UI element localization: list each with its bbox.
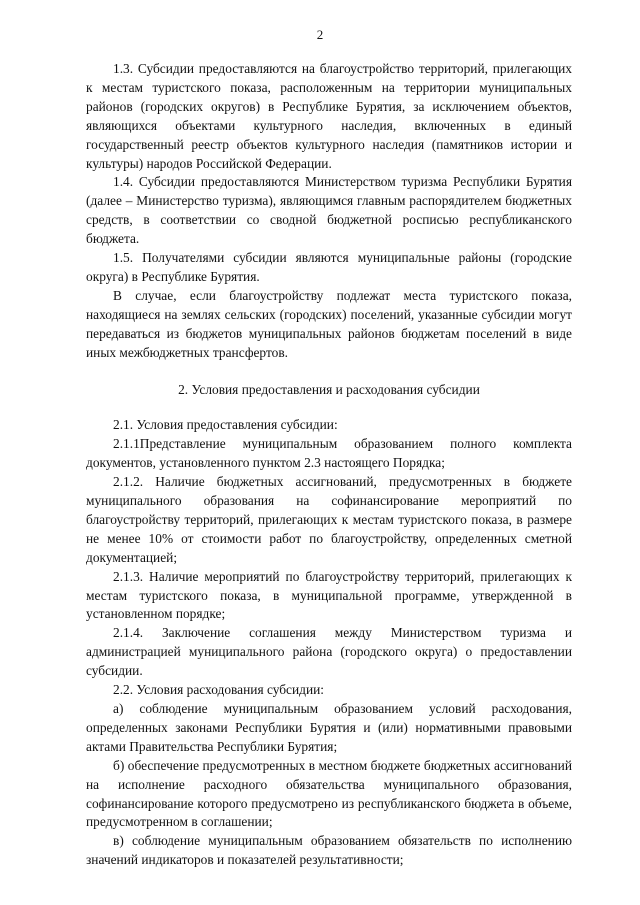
paragraph-2-1-1: 2.1.1Представление муниципальным образованием полного комплекта документов, установленного пунктом 2.3 настоящего Порядка;: [86, 436, 572, 471]
paragraph-1-4: 1.4. Субсидии предоставляются Министерством туризма Республики Бурятия (далее – Министерство туризма), являющимся главным распорядителем бюджетных средств, в соответствии со сводной бюджетной росписью республиканского бюджета.: [86, 174, 572, 247]
paragraph-1-5-note: В случае, если благоустройству подлежат места туристского показа, находящиеся на землях сельских (городских) поселений, указанные субсидии могут передаваться из бюджетов муниципальных районов бюджетам поселений в виде иных межбюджетных трансфертов.: [86, 287, 572, 360]
paragraph-1-5: 1.5. Получателями субсидии являются муниципальные районы (городские округа) в Республике Бурятия.: [86, 250, 572, 284]
paragraph-1-3: 1.3. Субсидии предоставляются на благоустройство территорий, прилегающих к местам туристского показа, расположенным на территории муниципальных районов (городских округов) в Республике Бурятия, за исключением объектов, являющихся объектами культурного наследия, включенных в единый государственный реестр объектов культурного наследия (памятников истории и культуры) народов Российской Федерации.: [86, 61, 572, 171]
document-body: [86, 60, 572, 870]
paragraph-2-2-b: б) обеспечение предусмотренных в местном бюджете бюджетных ассигнований на исполнение расходного обязательства муниципального образования, софинансирование которого предусмотрено из республиканского бюджета в объеме, предусмотренном в соглашении;: [86, 757, 572, 830]
paragraph-2-1-3: 2.1.3. Наличие мероприятий по благоустройству территорий, прилегающих к местам туристского показа, в муниципальной программе, утвержденной в установленном порядке;: [86, 568, 572, 622]
paragraph-2-2-v: в) соблюдение муниципальным образованием обязательств по исполнению значений индикаторов и показателей результативности;: [86, 833, 572, 868]
paragraph-2-2-a: а) соблюдение муниципальным образованием условий расходования, определенных законами Республики Бурятия и (или) нормативными правовыми актами Правительства Республики Бурятия;: [86, 701, 572, 754]
paragraph-2-2: 2.2. Условия расходования субсидии:: [113, 682, 325, 698]
paragraph-2-1-2: 2.1.2. Наличие бюджетных ассигнований, предусмотренных в бюджете муниципального образования на софинансирование мероприятий по благоустройству территорий, прилегающих к местам туристского показа, в размере не менее 10% от стоимости работ по благоустройству, определенных сметной документацией;: [86, 474, 572, 565]
page-number: 2: [316, 27, 324, 42]
section-heading: 2. Условия предоставления и расходования субсидии: [178, 381, 480, 397]
paragraph-2-1: 2.1. Условия предоставления субсидии:: [113, 417, 338, 433]
paragraph-2-1-4: 2.1.4. Заключение соглашения между Министерством туризма и администрацией муниципального района (городского округа) о предоставлении субсидии.: [86, 625, 572, 679]
